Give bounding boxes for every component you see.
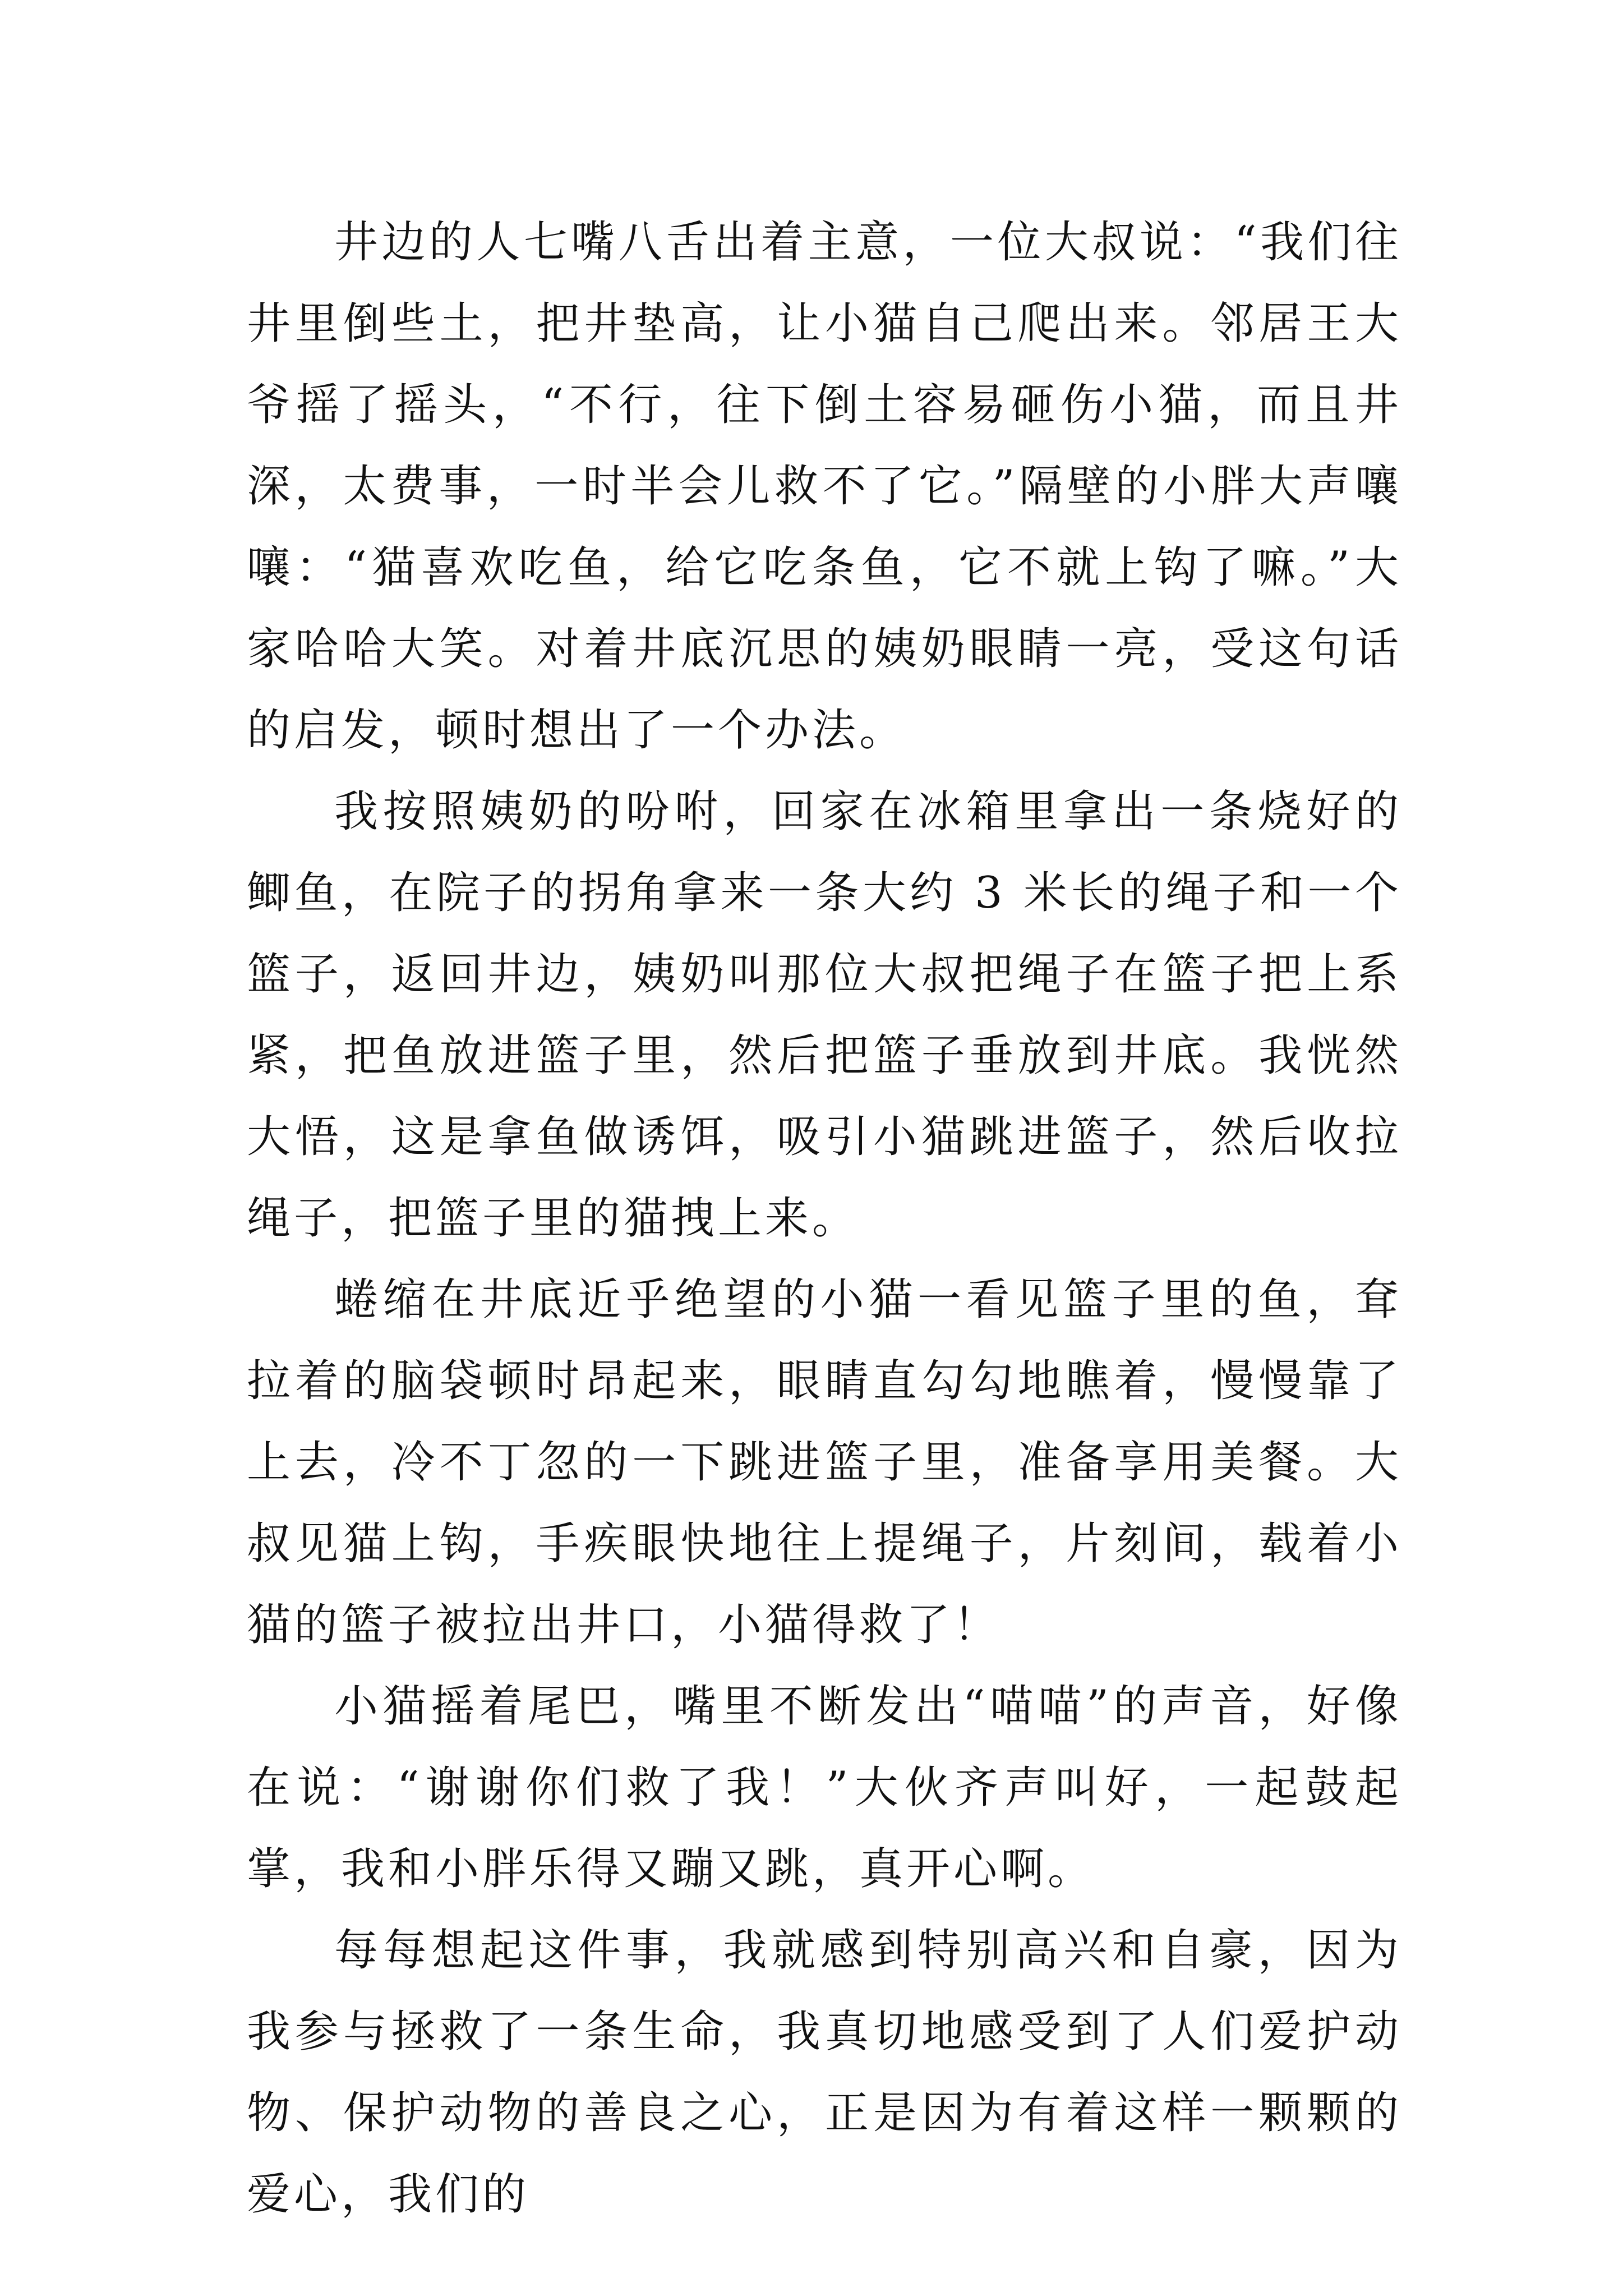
paragraph-4: 小猫摇着尾巴，嘴里不断发出“喵喵”的声音，好像在说：“谢谢你们救了我！”大伙齐声叫好，一起鼓起掌，我和小胖乐得又蹦又跳，真开心啊。: [247, 1681, 1402, 1894]
paragraph-1: 井边的人七嘴八舌出着主意，一位大叔说：“我们往井里倒些土，把井垫高，让小猫自己爬出来。邻居王大爷摇了摇头，“不行，往下倒土容易砸伤小猫，而且井深，太费事，一时半会儿救不了它。”隔壁的小胖大声嚷嚷：“猫喜欢吃鱼，给它吃条鱼，它不就上钩了嘛。”大家哈哈大笑。对着井底沉思的姨奶眼睛一亮，受这句话的启发，顿时想出了一个办法。: [247, 217, 1402, 756]
paragraph-3: 蜷缩在井底近乎绝望的小猫一看见篮子里的鱼，耷拉着的脑袋顿时昂起来，眼睛直勾勾地瞧着，慢慢靠了上去，冷不丁忽的一下跳进篮子里，准备享用美餐。大叔见猫上钩，手疾眼快地往上提绳子，片刻间，载着小猫的篮子被拉出井口，小猫得救了！: [247, 1274, 1402, 1650]
paragraph-5: 每每想起这件事，我就感到特别高兴和自豪，因为我参与拯救了一条生命，我真切地感受到了人们爱护动物、保护动物的善良之心，正是因为有着这样一颗颗的爱心，我们的: [247, 1925, 1402, 2220]
paragraph-2: 我按照姨奶的吩咐，回家在冰箱里拿出一条烧好的鲫鱼，在院子的拐角拿来一条大约 3 米长的绳子和一个篮子，返回井边，姨奶叫那位大叔把绳子在篮子把上系紧，把鱼放进篮子里，然后把篮子垂放到井底。我恍然大悟，这是拿鱼做诱饵，吸引小猫跳进篮子，然后收拉绳子，把篮子里的猫拽上来。: [247, 786, 1402, 1244]
document-body: [247, 202, 1402, 2235]
